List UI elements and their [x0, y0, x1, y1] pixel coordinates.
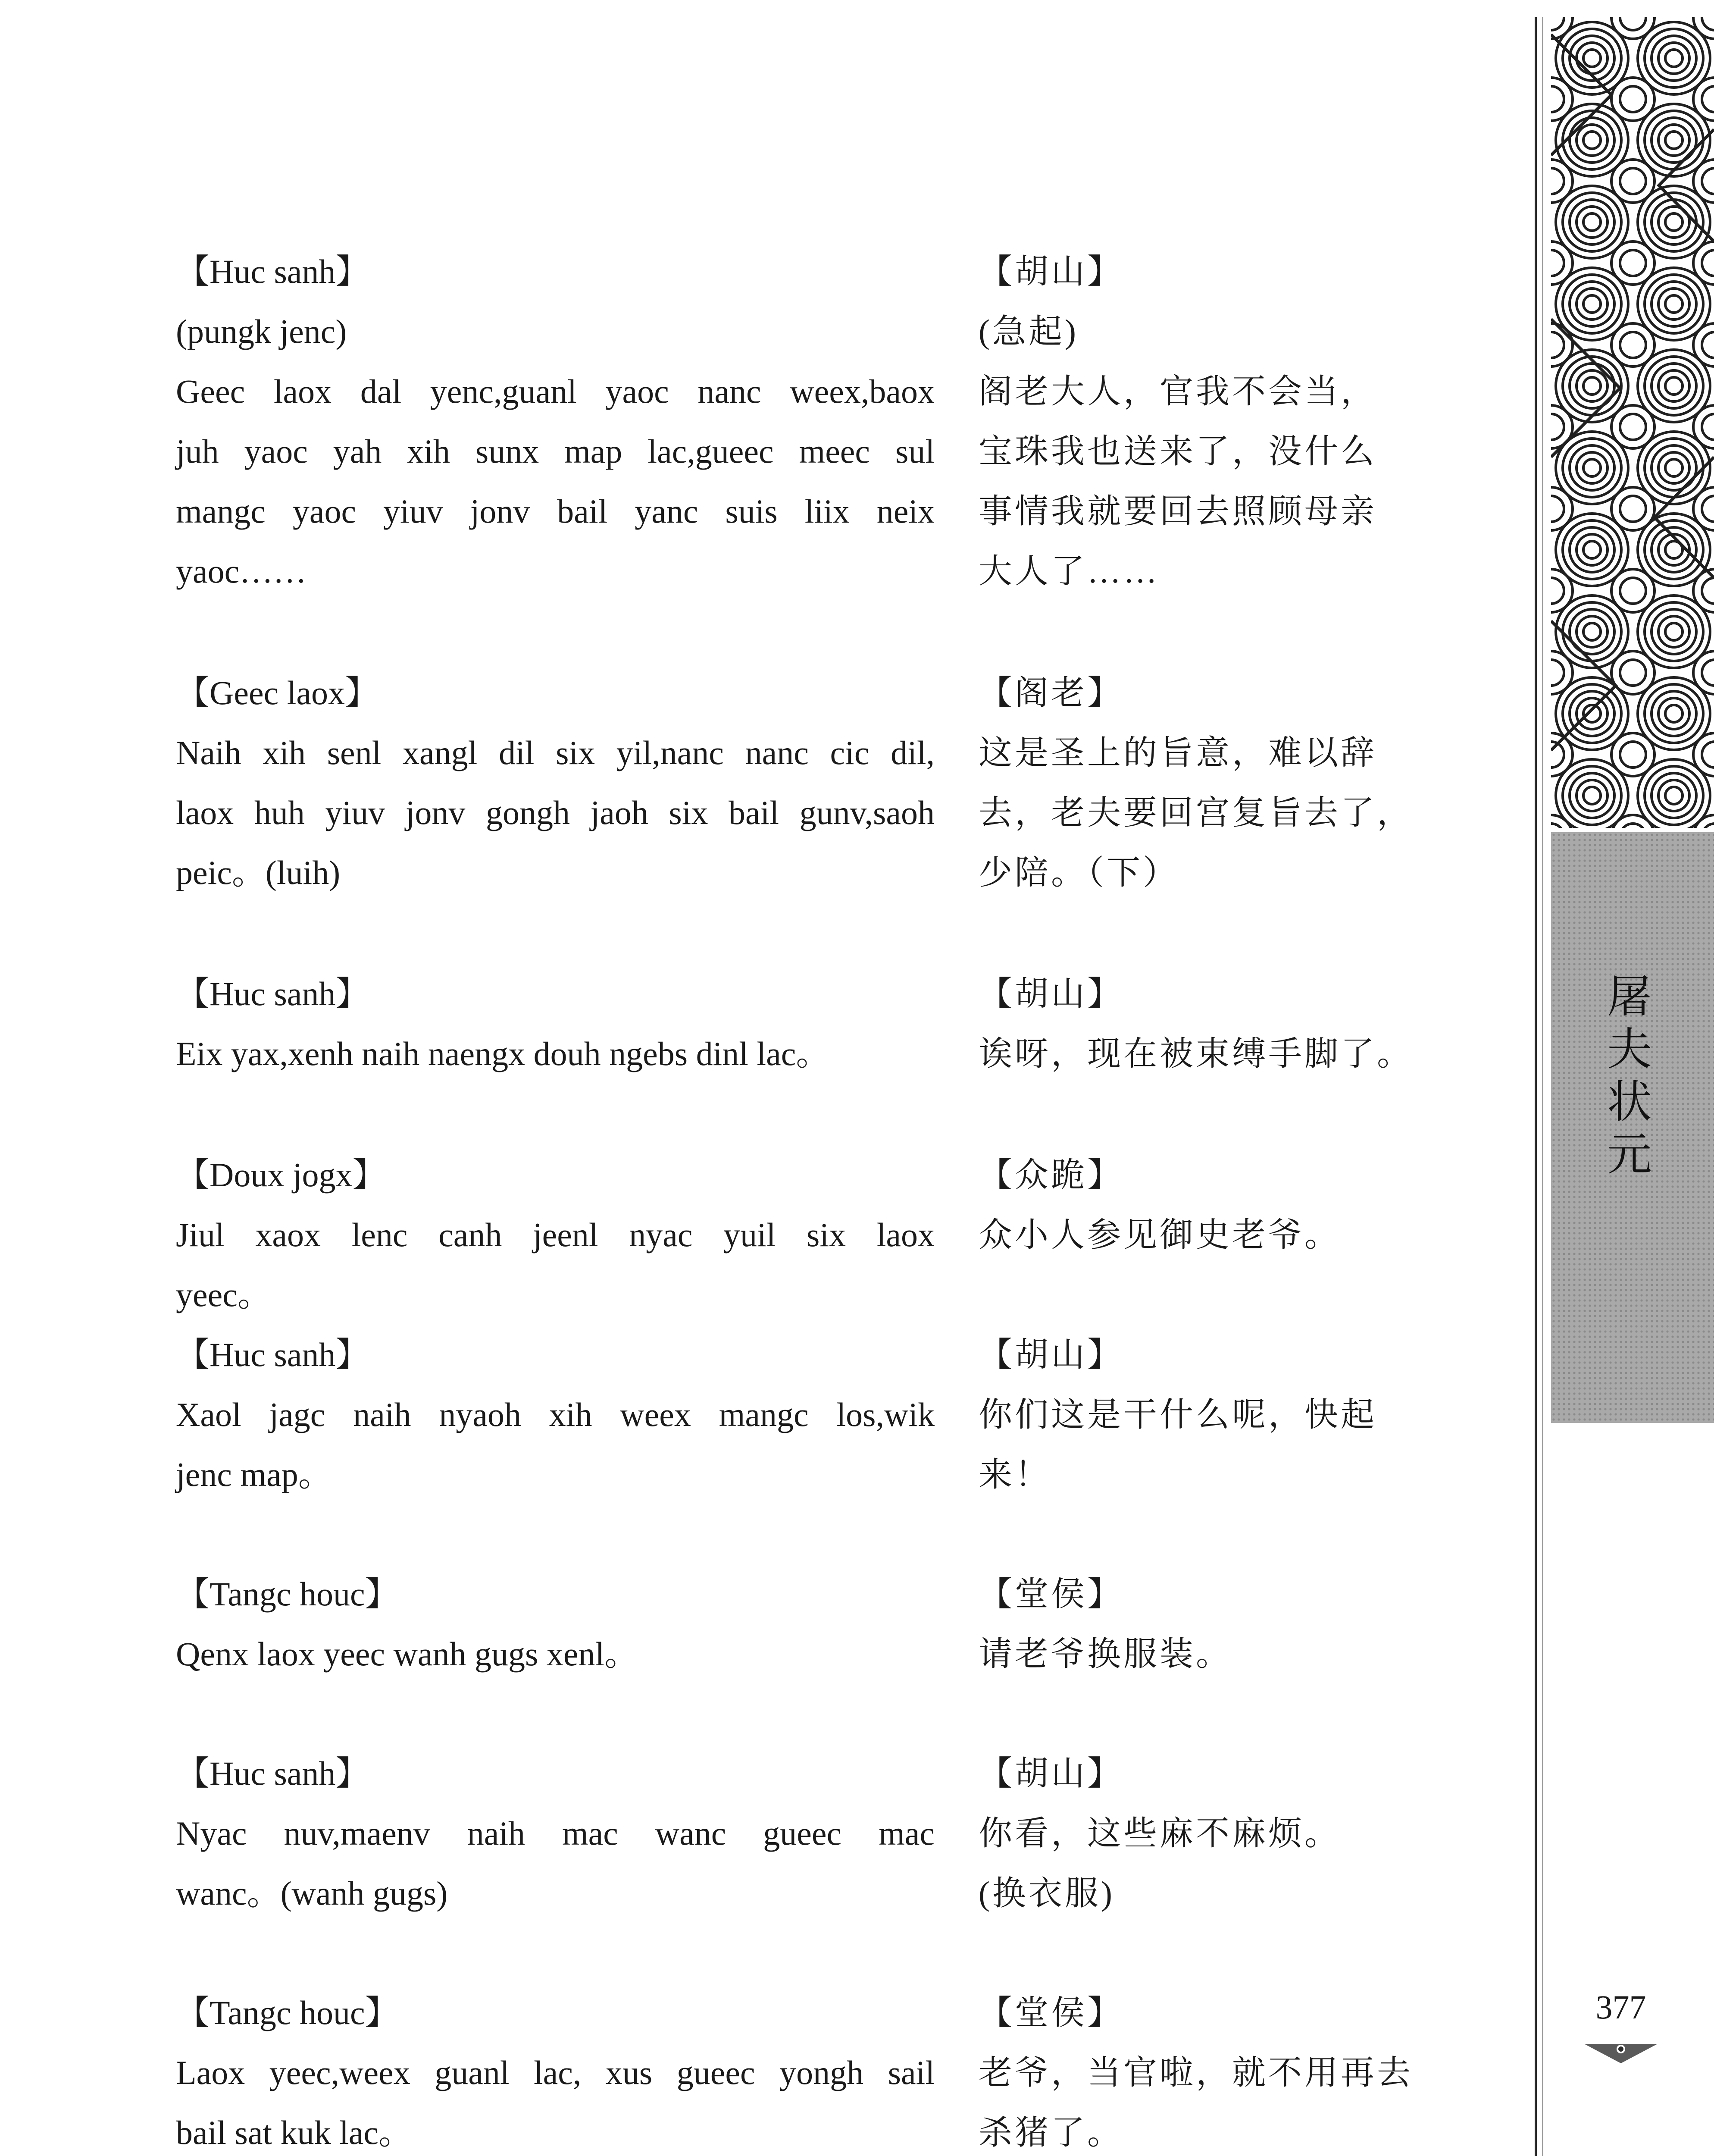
stage-direction: (急起)	[979, 313, 1079, 350]
dialogue-block-5-dong	[176, 1325, 935, 1504]
margin-rule-thin	[1542, 17, 1543, 2156]
dialogue-line: 事情我就要回去照顾母亲	[979, 492, 1377, 530]
dialogue-line: Laox yeec,weex guanl lac, xus gueec yongh sail	[176, 2054, 935, 2091]
dialogue-line: 宝珠我也送来了，没什么	[979, 432, 1377, 470]
dialogue-line: 阁老大人，官我不会当，	[979, 373, 1377, 410]
title-char: 屠	[1607, 970, 1652, 1023]
dialogue-line: Xaol jagc naih nyaoh xih weex mangc los,wik	[176, 1396, 935, 1433]
dialogue-block-7-dong	[176, 1743, 935, 1923]
speaker-label: 【胡山】	[979, 975, 1124, 1012]
dialogue-line: 诶呀，现在被束缚手脚了。	[979, 1035, 1414, 1072]
speaker-label: 【Huc sanh】	[176, 253, 369, 290]
dialogue-line: peic。(luih)	[176, 854, 341, 891]
dialogue-line: juh yaoc yah xih sunx map lac,gueec meec sul	[176, 432, 935, 470]
dialogue-block-2-dong	[176, 663, 935, 903]
cloud-pattern-ornament	[1551, 17, 1714, 828]
title-char: 元	[1607, 1128, 1652, 1181]
speaker-label: 【Huc sanh】	[176, 1755, 369, 1792]
dialogue-block-6-zh	[979, 1564, 1453, 1684]
dialogue-line: bail sat kuk lac。	[176, 2114, 413, 2151]
dialogue-block-1-zh	[979, 241, 1453, 601]
dialogue-line: Jiul xaox lenc canh jeenl nyac yuil six laox	[176, 1216, 935, 1253]
speaker-label: 【胡山】	[979, 1755, 1124, 1792]
page-number: 377	[1595, 1988, 1646, 2026]
speaker-label: 【Geec laox】	[176, 674, 378, 711]
dialogue-line: jenc map。	[176, 1456, 332, 1493]
speaker-label: 【Doux jogx】	[176, 1156, 386, 1194]
stage-direction: (pungk jenc)	[176, 313, 347, 350]
dialogue-block-3-dong	[176, 964, 935, 1084]
dialogue-line: 少陪。（下）	[979, 854, 1179, 891]
dialogue-block-8-dong	[176, 1983, 935, 2156]
dialogue-block-7-zh	[979, 1743, 1453, 1923]
dialogue-line: Geec laox dal yenc,guanl yaoc nanc weex,baox	[176, 373, 935, 410]
dialogue-line: laox huh yiuv jonv gongh jaoh six bail gunv,saoh	[176, 794, 935, 831]
dialogue-line: 杀猪了。	[979, 2114, 1124, 2151]
speaker-label: 【Huc sanh】	[176, 975, 369, 1012]
speaker-label: 【胡山】	[979, 1336, 1124, 1373]
dialogue-line: yeec。	[176, 1276, 271, 1313]
dialogue-line: wanc。(wanh gugs)	[176, 1874, 448, 1912]
dialogue-block-5-zh	[979, 1325, 1453, 1504]
dialogue-line: 众小人参见御史老爷。	[979, 1216, 1341, 1253]
speaker-label: 【堂侯】	[979, 1994, 1124, 2031]
speaker-label: 【众跪】	[979, 1156, 1124, 1194]
title-char: 状	[1607, 1075, 1652, 1128]
dialogue-block-4-dong	[176, 1145, 935, 1325]
dialogue-line: Nyac nuv,maenv naih mac wanc gueec mac	[176, 1814, 935, 1852]
speaker-label: 【Huc sanh】	[176, 1336, 369, 1373]
dialogue-line: 你们这是干什么呢，快起	[979, 1396, 1377, 1433]
speaker-label: 【胡山】	[979, 253, 1124, 290]
dialogue-block-6-dong	[176, 1564, 935, 1684]
dialogue-line: 来！	[979, 1456, 1051, 1493]
dialogue-line: Naih xih senl xangl dil six yil,nanc nanc cic dil,	[176, 734, 935, 771]
dialogue-block-4-zh	[979, 1145, 1453, 1265]
speaker-label: 【阁老】	[979, 674, 1124, 711]
page-number-ornament	[1580, 2040, 1662, 2065]
dialogue-line: Qenx laox yeec wanh gugs xenl。	[176, 1635, 638, 1673]
dialogue-line: 这是圣上的旨意，难以辞	[979, 734, 1377, 771]
margin-rule	[1535, 17, 1537, 2156]
dialogue-line: 请老爷换服装。	[979, 1635, 1232, 1673]
dialogue-block-2-zh	[979, 663, 1453, 903]
dialogue-line: 你看，这些麻不麻烦。	[979, 1814, 1341, 1852]
speaker-label: 【Tangc houc】	[176, 1994, 399, 2031]
dialogue-line: yaoc……	[176, 552, 307, 590]
dialogue-line: 去，老夫要回宫复旨去了，	[979, 794, 1414, 831]
dialogue-line: Eix yax,xenh naih naengx douh ngebs dinl lac。	[176, 1035, 830, 1072]
dialogue-block-8-zh	[979, 1983, 1453, 2156]
speaker-label: 【Tangc houc】	[176, 1575, 399, 1613]
dialogue-line: 老爷，当官啦，就不用再去	[979, 2054, 1414, 2091]
dialogue-block-3-zh	[979, 964, 1453, 1084]
dialogue-line: 大人了……	[979, 552, 1160, 590]
vertical-book-title	[1586, 970, 1673, 1181]
stage-direction: (换衣服)	[979, 1874, 1115, 1912]
dialogue-block-1-dong	[176, 241, 935, 601]
title-char: 夫	[1607, 1023, 1652, 1075]
dialogue-line: mangc yaoc yiuv jonv bail yanc suis liix neix	[176, 492, 935, 530]
speaker-label: 【堂侯】	[979, 1575, 1124, 1613]
